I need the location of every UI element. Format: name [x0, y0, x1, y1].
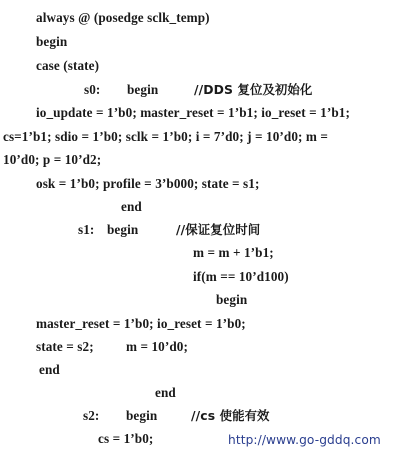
- begin-keyword-s0: begin: [127, 82, 159, 97]
- state-label-s0: s0:: [84, 82, 101, 97]
- comment-cs-enable: //cs 使能有效: [191, 408, 270, 423]
- comment-ensure-reset-time: //保证复位时间: [176, 222, 261, 237]
- code-line-osk: osk = 1’b0; profile = 3’b000; state = s1;: [36, 176, 260, 191]
- code-line-end-if: end: [39, 362, 60, 377]
- code-line-if-m: if(m == 10’d100): [193, 269, 289, 284]
- code-line-always: always @ (posedge sclk_temp): [36, 10, 210, 25]
- code-line-m-reset: m = 10’d0;: [126, 339, 188, 354]
- begin-keyword-s2: begin: [126, 408, 158, 423]
- code-line-begin-if: begin: [216, 292, 248, 307]
- code-line-m-increment: m = m + 1’b1;: [193, 245, 274, 260]
- code-line-io-update: io_update = 1’b0; master_reset = 1’b1; io_reset = 1’b1;: [36, 105, 350, 120]
- code-line-begin: begin: [36, 34, 68, 49]
- code-line-cs-sdio: cs=1’b1; sdio = 1’b0; sclk = 1’b0; i = 7’d0; j = 10’d0; m =: [3, 129, 328, 144]
- code-line-state-s2: state = s2;: [36, 339, 94, 354]
- state-label-s1: s1:: [78, 222, 95, 237]
- watermark-url: http://www.go-gddq.com: [228, 433, 381, 447]
- code-line-p-assign: 10’d0; p = 10’d2;: [3, 152, 102, 167]
- code-line-end-s0: end: [121, 199, 142, 214]
- comment-dds-reset-init: //DDS 复位及初始化: [194, 82, 313, 97]
- code-line-master-reset: master_reset = 1’b0; io_reset = 1’b0;: [36, 316, 246, 331]
- begin-keyword-s1: begin: [107, 222, 139, 237]
- state-label-s2: s2:: [83, 408, 100, 423]
- code-line-case: case (state): [36, 58, 100, 73]
- code-line-cs-assign: cs = 1’b0;: [98, 431, 154, 446]
- code-line-end-s1: end: [155, 385, 176, 400]
